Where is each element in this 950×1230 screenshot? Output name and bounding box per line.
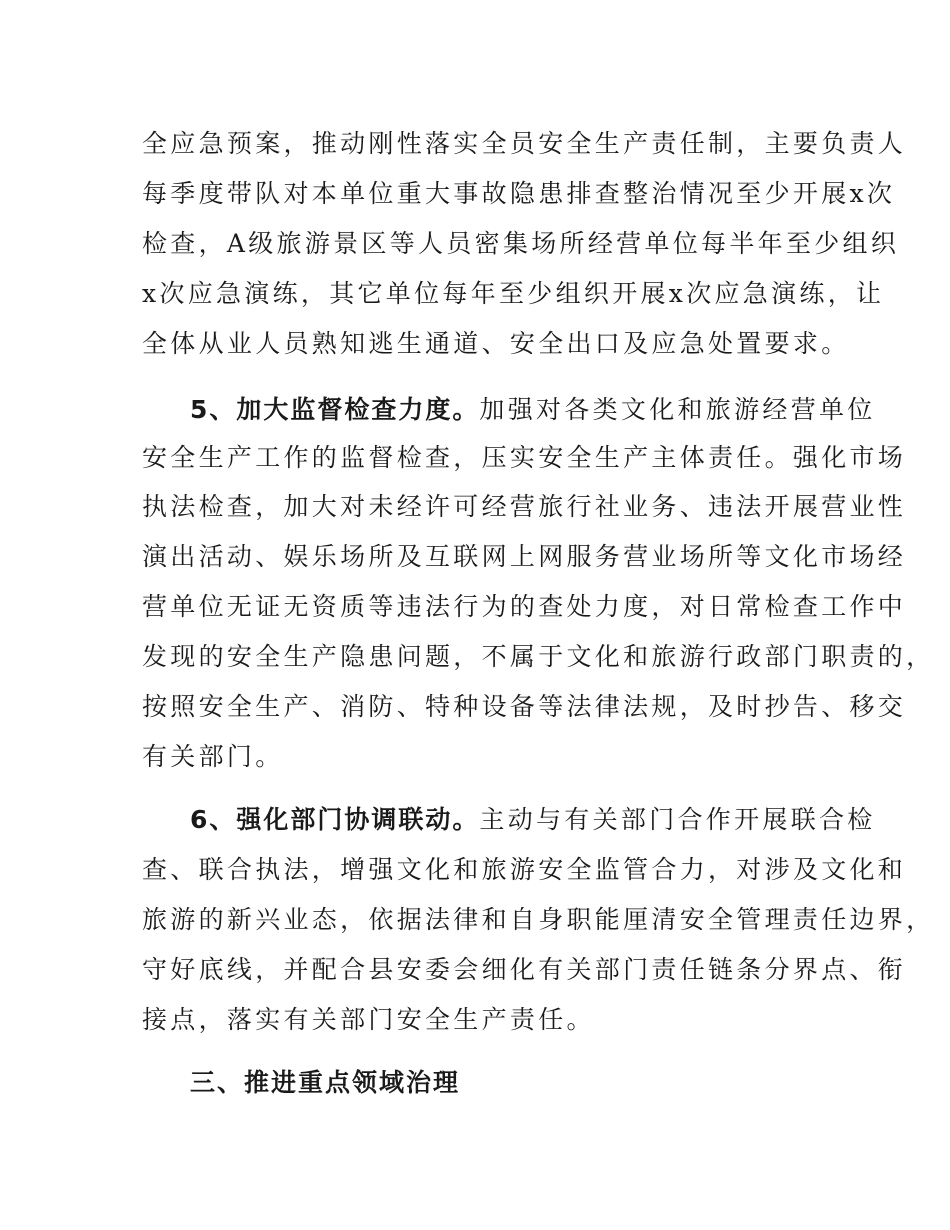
text-line: 发现的安全生产隐患问题，不属于文化和旅游行政部门职责的， [142,642,935,671]
section-heading: 三、推进重点领域治理 [190,1068,461,1097]
text-line: 全应急预案，推动刚性落实全员安全生产责任制，主要负责人 [142,129,907,158]
paragraph-5-heading: 5、加大监督检查力度。 [190,395,480,424]
paragraph-6-heading: 6、强化部门协调联动。 [190,805,480,834]
text-line: 全体从业人员熟知逃生通道、安全出口及应急处置要求。 [142,329,850,358]
paragraph-5-first-line [190,395,876,425]
paragraph-6-first-line [190,805,876,835]
text-span: 主动与有关部门合作开展联合检 [479,805,876,834]
text-line: 守好底线，并配合县安委会细化有关部门责任链条分界点、衔 [142,955,907,984]
text-line: 有关部门。 [142,742,284,771]
text-line: x次应急演练，其它单位每年至少组织开展x次应急演练，让 [142,279,885,308]
text-line: 营单位无证无资质等违法行为的查处力度，对日常检查工作中 [142,592,907,621]
text-line: 查、联合执法，增强文化和旅游安全监管合力，对涉及文化和 [142,855,907,884]
text-line: 执法检查，加大对未经许可经营旅行社业务、违法开展营业性 [142,492,907,521]
text-line: 接点，落实有关部门安全生产责任。 [142,1005,595,1034]
text-line: 每季度带队对本单位重大事故隐患排查整治情况至少开展x次 [142,179,896,208]
text-line: 检查，A级旅游景区等人员密集场所经营单位每半年至少组织 [142,229,900,258]
text-line: 旅游的新兴业态，依据法律和自身职能厘清安全管理责任边界， [142,905,935,934]
text-line: 安全生产工作的监督检查，压实安全生产主体责任。强化市场 [142,443,907,472]
text-line: 演出活动、娱乐场所及互联网上网服务营业场所等文化市场经 [142,542,907,571]
text-span: 加强对各类文化和旅游经营单位 [479,395,876,424]
text-line: 按照安全生产、消防、特种设备等法律法规，及时抄告、移交 [142,692,907,721]
